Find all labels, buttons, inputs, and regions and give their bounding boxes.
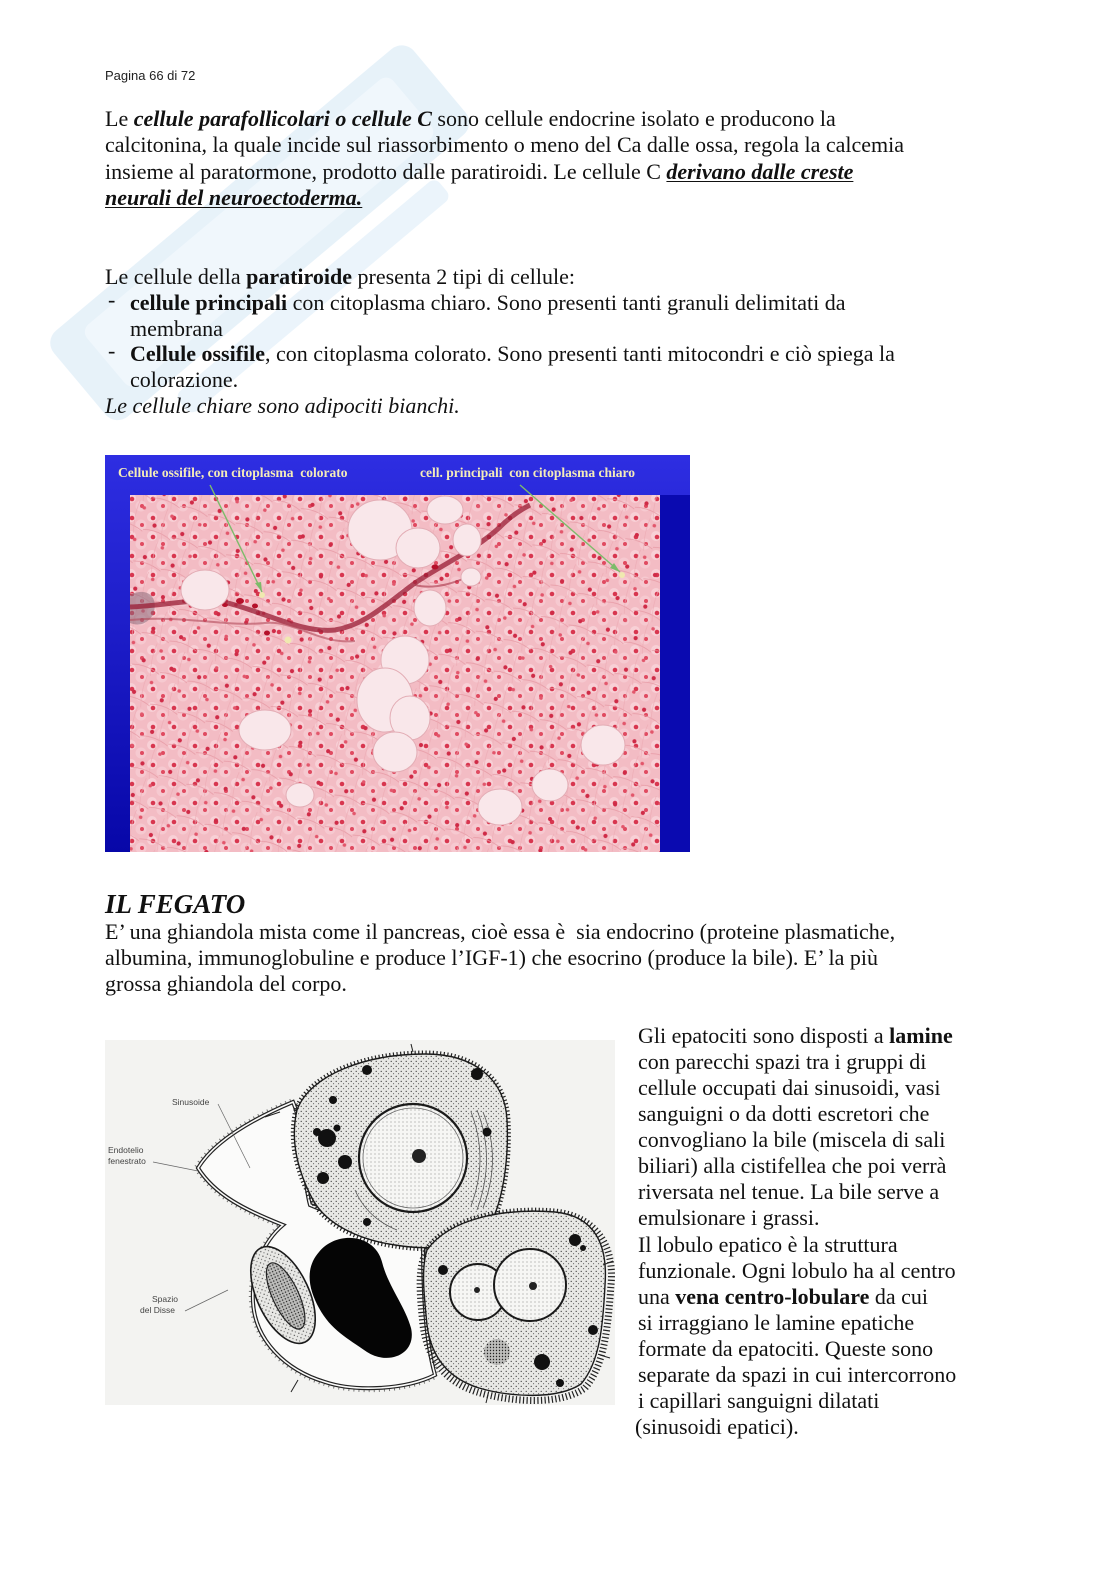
adipocyte [478,789,522,825]
text-line: albumina, immunoglobuline e produce l’IGF-1) che esocrino (produce la bile). E’ la più [105,945,879,970]
label-endothelium: Endotelio [108,1145,144,1155]
text-line: E’ una ghiandola mista come il pancreas, cioè essa è sia endocrino (proteine plasmatiche, [105,919,896,944]
text-line: formate da epatociti. Queste sono [638,1335,934,1361]
note-line: Le cellule chiare sono adipociti bianchi. [105,392,460,418]
liver-cell-diagram [105,1040,615,1405]
text-line [105,106,904,132]
hepatocytes-paragraph [635,1023,957,1440]
text-line: funzionale. Ogni lobulo ha al centro [638,1257,956,1283]
section-heading-liver: IL FEGATO [105,889,246,919]
text-line: i capillari sanguigni dilatati [638,1387,880,1413]
adipocyte [427,496,463,524]
text-line: Il lobulo epatico è la struttura [638,1231,898,1257]
text-line: separate da spazi in cui intercorrono [638,1361,957,1387]
text-line [105,264,895,290]
bullet-dash: - [108,338,116,364]
text-line: grossa ghiandola del corpo. [105,971,347,996]
text-line [105,185,904,211]
text-line [638,1023,956,1049]
text-line: convogliano la bile (miscela di sali [638,1127,946,1153]
text-line [638,1284,956,1310]
label-endothelium-fenestrated: fenestrato [108,1156,146,1166]
adipocyte [461,568,481,586]
parathyroid-micrograph [105,455,690,852]
text-run: presenta 2 tipi di cellule: [352,264,576,289]
bullet-dash: - [108,286,116,312]
adipocyte [532,769,568,801]
tissue-section [130,495,660,852]
text-run: una [638,1283,676,1309]
text-line: (sinusoidi epatici). [635,1413,799,1439]
term-laminae: lamine [889,1023,953,1048]
text-line: cellule occupati dai sinusoidi, vasi [638,1075,941,1101]
text-run: con citoplasma chiaro. Sono presenti tanti granuli delimitati da [287,289,846,315]
text-line: riversata nel tenue. La bile serve a [638,1179,940,1205]
liver-intro-paragraph [105,919,895,997]
emphasis-origin: derivano dalle creste [666,158,854,184]
text-run: , con citoplasma colorato. Sono presenti tanti mitocondri e ciò spiega la [265,341,895,367]
adipocyte [414,590,446,626]
list-item [105,286,895,316]
adipocyte [239,710,291,750]
adipocyte [581,725,625,765]
nucleolus [412,1149,426,1163]
text-run: insieme al paratormone, prodotto dalle paratiroidi. Le cellule C [105,158,667,184]
caption-chief-cells: cell. principali con citoplasma chiaro [420,465,635,480]
adipocyte [181,570,229,610]
label-space: Spazio [152,1294,178,1304]
label-sinusoid: Sinusoide [172,1097,210,1107]
text-line: biliari) alla cistifellea che poi verrà [638,1153,947,1179]
parafollicular-paragraph [105,106,904,212]
list-item-continuation: colorazione. [130,367,239,393]
term-oxyphil-cells: Cellule ossifile [130,341,266,367]
text-line: sanguigni o da dotti escretori che [638,1101,930,1127]
page-number: Pagina 66 di 72 [105,68,196,83]
caption-oxyphil-cells: Cellule ossifile, con citoplasma colorato [118,465,348,480]
term-central-vein: vena centro-lobulare [675,1283,870,1309]
text-run: Le cellule della [105,264,247,289]
text-line [105,159,904,185]
text-run: da cui [869,1283,929,1309]
parathyroid-paragraph [105,264,895,419]
text-run: sono cellule endocrine isolato e producono la [431,106,836,131]
adipocyte [286,783,314,807]
text-line: con parecchi spazi tra i gruppi di [638,1049,927,1075]
adipocyte [373,732,417,772]
text-line: si irraggiano le lamine epatiche [638,1309,915,1335]
adipocyte [396,528,440,568]
term-parathyroid: paratiroide [246,264,353,289]
text-run: Le [105,106,134,131]
text-line: emulsionare i grassi. [638,1205,820,1231]
adipocyte [453,524,481,556]
text-run: Gli epatociti sono disposti a [638,1023,890,1048]
hepatocyte-lower [420,1211,611,1400]
emphasis-origin: neurali del neuroectoderma. [105,185,363,211]
term-parafollicular-cells: cellule parafollicolari o cellule C [133,106,432,131]
label-disse: del Disse [140,1305,175,1315]
term-chief-cells: cellule principali [130,289,288,315]
list-item [105,338,895,367]
text-line: calcitonina, la quale incide sul riassorbimento o meno del Ca dalle ossa, regola la calcemia [105,132,905,158]
list-item-continuation: membrana [130,315,223,341]
